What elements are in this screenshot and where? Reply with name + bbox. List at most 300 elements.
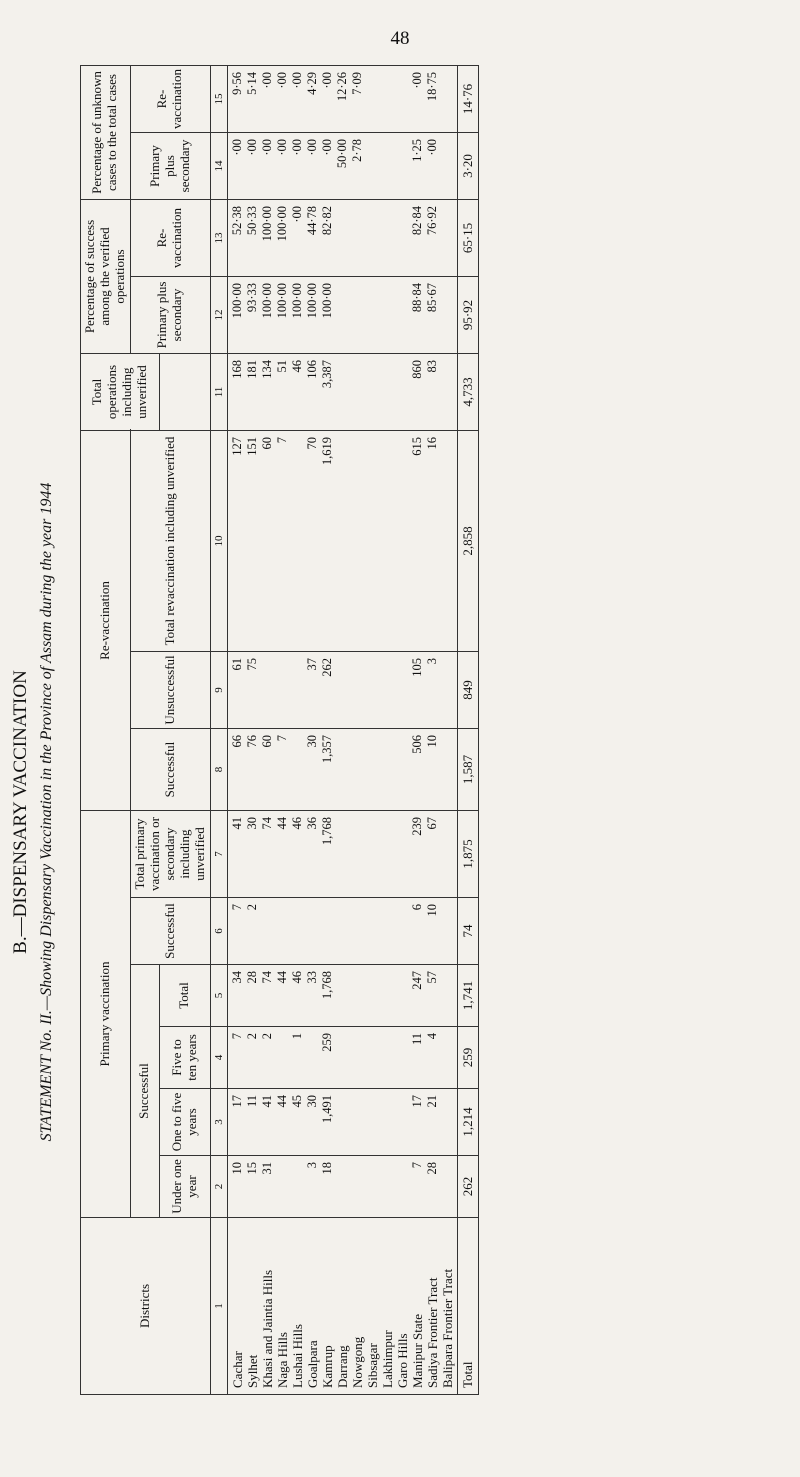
table-cell: 30	[244, 817, 259, 830]
table-cell: 75	[244, 658, 259, 671]
table-cell: ·00	[289, 72, 304, 89]
table-cell: 1,357	[319, 735, 334, 764]
statement-subtitle: STATEMENT No. II.—Showing Dispensary Vaccination in the Province of Assam during the year 1944	[38, 482, 55, 1142]
table-cell: 15	[244, 1162, 259, 1175]
successful-values	[227, 898, 457, 965]
table-cell	[365, 437, 380, 648]
district-name: Manipur State	[409, 1313, 425, 1388]
table-cell: 2	[244, 904, 259, 911]
table-cell: 100·00	[229, 283, 244, 319]
table-cell: ·00	[259, 139, 274, 156]
table-cell: 93·33	[244, 283, 259, 313]
table-cell: 83	[424, 360, 439, 373]
total-values	[227, 965, 457, 1027]
table-cell: 50·00	[334, 139, 349, 169]
table-cell: 17	[409, 1095, 424, 1108]
rv-unsuccessful-values	[227, 652, 457, 729]
table-cell	[380, 139, 395, 196]
table-cell	[335, 971, 350, 1023]
district-name: Kamrup	[319, 1345, 335, 1388]
five-to-ten-values	[227, 1027, 457, 1089]
table-cell	[365, 1162, 380, 1214]
table-cell: 4	[424, 1033, 439, 1040]
table-cell: 4·29	[304, 72, 319, 95]
pct-primary-header: Primary plus secondary	[130, 277, 210, 354]
table-cell	[290, 1162, 305, 1214]
table-cell: 100·00	[274, 283, 289, 319]
col-number: 1	[210, 1218, 227, 1395]
table-cell	[350, 658, 365, 725]
table-cell	[395, 971, 410, 1023]
district-name: Cachar	[229, 1351, 245, 1388]
table-cell	[380, 904, 395, 961]
district-name: Sadiya Frontier Tract	[424, 1277, 440, 1388]
table-cell	[335, 1033, 350, 1085]
table-cell: 3,387	[319, 360, 334, 389]
total-ops-header: Total operations including unverified	[81, 354, 160, 431]
total-cell: 65·15	[457, 200, 478, 277]
total-cell: 1,214	[457, 1089, 478, 1156]
table-cell	[440, 437, 455, 648]
table-cell: 61	[229, 658, 244, 671]
table-cell	[335, 360, 350, 427]
table-cell	[335, 1162, 350, 1214]
table-cell: 100·00	[319, 283, 334, 319]
table-cell	[440, 1095, 455, 1152]
table-cell	[380, 658, 395, 725]
table-cell: 44	[274, 1095, 289, 1108]
table-cell	[290, 658, 305, 725]
pct-primary-values	[227, 277, 457, 354]
under-one-header: Under one year	[159, 1156, 210, 1218]
col-number: 9	[210, 652, 227, 729]
table-cell: 82·84	[409, 206, 424, 236]
table-cell: 1,619	[319, 437, 334, 466]
district-name: Nowgong	[349, 1336, 365, 1388]
table-cell: 6	[409, 904, 424, 911]
total-ops-sub	[159, 354, 210, 431]
col-number: 4	[210, 1027, 227, 1089]
table-cell: 100·00	[259, 206, 274, 242]
unk-revacc-header: Re-vaccination	[130, 66, 210, 133]
table-cell: 46	[289, 360, 304, 373]
table-cell: 66	[229, 735, 244, 748]
one-to-five-header: One to five years	[159, 1089, 210, 1156]
table-cell	[290, 437, 305, 648]
table-cell: 7	[409, 1162, 424, 1169]
table-cell: 74	[259, 971, 274, 984]
table-cell: 37	[304, 658, 319, 671]
table-cell	[440, 817, 455, 894]
table-cell: 44·78	[304, 206, 319, 236]
table-cell	[395, 817, 410, 894]
table-cell: 33	[304, 971, 319, 984]
districts-header: Districts	[81, 1218, 211, 1395]
total-cell: 259	[457, 1027, 478, 1089]
table-cell	[335, 735, 350, 807]
table-cell: 46	[289, 971, 304, 984]
table-cell: 506	[409, 735, 424, 754]
total-cell: 1,741	[457, 965, 478, 1027]
col-number: 11	[210, 354, 227, 431]
table-cell: 1,768	[319, 971, 334, 1000]
table-cell: 46	[289, 817, 304, 830]
pct-revacc-values	[227, 200, 457, 277]
table-cell	[305, 904, 320, 961]
table-cell: 7	[229, 904, 244, 911]
table-cell	[275, 658, 290, 725]
table-cell: 51	[274, 360, 289, 373]
table-cell	[380, 283, 395, 350]
table-cell: 151	[244, 437, 259, 456]
table-cell	[365, 735, 380, 807]
data-block	[227, 66, 457, 1395]
table-cell: 7	[274, 437, 289, 444]
table-cell: 16	[424, 437, 439, 450]
rv-unsuccessful-header: Unsuccessful	[130, 652, 210, 729]
table-cell: 44	[274, 971, 289, 984]
table-cell	[335, 658, 350, 725]
table-cell: 60	[259, 735, 274, 748]
table-cell: ·00	[319, 72, 334, 89]
table-cell: 3	[304, 1162, 319, 1169]
table-cell	[335, 283, 350, 350]
table-cell	[380, 1162, 395, 1214]
table-cell: ·00	[424, 139, 439, 156]
table-cell	[365, 658, 380, 725]
district-name: Sibsagar	[364, 1343, 380, 1388]
table-cell: ·00	[274, 72, 289, 89]
district-name: Naga Hills	[274, 1332, 290, 1388]
table-cell	[350, 904, 365, 961]
col-number: 7	[210, 811, 227, 898]
col-number: 12	[210, 277, 227, 354]
table-cell	[350, 971, 365, 1023]
rotated-content	[10, 65, 800, 1395]
table-cell	[380, 817, 395, 894]
table-cell: 615	[409, 437, 424, 456]
table-cell	[380, 1095, 395, 1152]
table-cell: 1,768	[319, 817, 334, 846]
district-list	[227, 1218, 457, 1395]
column-number-row	[210, 66, 227, 1395]
table-cell	[365, 283, 380, 350]
table-cell: 7·09	[349, 72, 364, 95]
table-cell	[395, 437, 410, 648]
district-name: Garo Hills	[394, 1333, 410, 1388]
total-cell: 849	[457, 652, 478, 729]
table-cell: 18·75	[424, 72, 439, 102]
table-cell	[395, 139, 410, 196]
rotated-page	[10, 65, 800, 1395]
table-cell	[350, 283, 365, 350]
total-cell: 2,858	[457, 431, 478, 652]
table-cell: 57	[424, 971, 439, 984]
table-cell: 105	[409, 658, 424, 677]
pct-revacc-header: Re-vaccination	[130, 200, 210, 277]
table-cell: 50·33	[244, 206, 259, 236]
table-cell: 34	[229, 971, 244, 984]
table-cell: 860	[409, 360, 424, 379]
table-cell: 100·00	[274, 206, 289, 242]
table-cell: 168	[229, 360, 244, 379]
table-cell	[350, 206, 365, 273]
table-cell	[440, 139, 455, 196]
total-cell: 74	[457, 898, 478, 965]
table-cell: 18	[319, 1162, 334, 1175]
district-name: Goalpara	[304, 1340, 320, 1388]
table-cell: 7	[229, 1033, 244, 1040]
table-cell	[395, 1033, 410, 1085]
district-name: Darrang	[334, 1345, 350, 1388]
table-cell: 106	[304, 360, 319, 379]
district-name: Lushai Hills	[289, 1324, 305, 1388]
table-cell	[350, 1033, 365, 1085]
table-cell	[380, 971, 395, 1023]
total-cell: 3·20	[457, 133, 478, 200]
table-cell	[350, 437, 365, 648]
district-name: Khasi and Jaintia Hills	[259, 1269, 275, 1388]
table-cell: 31	[259, 1162, 274, 1175]
total-cell: 1,587	[457, 729, 478, 811]
table-cell: 127	[229, 437, 244, 456]
table-cell	[395, 904, 410, 961]
table-cell: ·00	[304, 139, 319, 156]
table-cell	[365, 360, 380, 427]
table-cell: 21	[424, 1095, 439, 1108]
table-cell	[380, 735, 395, 807]
table-cell: 247	[409, 971, 424, 990]
table-cell: 239	[409, 817, 424, 836]
table-cell	[440, 1033, 455, 1085]
table-cell	[350, 735, 365, 807]
table-cell	[440, 1162, 455, 1214]
table-cell	[395, 360, 410, 427]
rv-successful-header: Successful	[130, 729, 210, 811]
table-cell	[380, 72, 395, 129]
table-cell	[365, 139, 380, 196]
district-name: Balipara Frontier Tract	[439, 1268, 455, 1388]
table-cell	[440, 72, 455, 129]
table-cell: 9·56	[229, 72, 244, 95]
table-cell	[395, 735, 410, 807]
total-cell: 4,733	[457, 354, 478, 431]
table-cell	[395, 283, 410, 350]
table-cell: 28	[244, 971, 259, 984]
table-cell	[440, 735, 455, 807]
table-cell: 10	[424, 904, 439, 917]
table-cell	[440, 658, 455, 725]
district-name: Lakhimpur	[379, 1330, 395, 1388]
table-cell: ·00	[244, 139, 259, 156]
table-cell	[335, 437, 350, 648]
table-cell: 3	[424, 658, 439, 665]
five-to-ten-header: Five to ten years	[159, 1027, 210, 1089]
table-cell: 2	[244, 1033, 259, 1040]
table-cell: 12·26	[334, 72, 349, 102]
totals-row	[457, 66, 478, 1395]
table-cell: ·00	[229, 139, 244, 156]
table-cell: 1	[289, 1033, 304, 1040]
table-cell	[350, 360, 365, 427]
table-cell	[380, 1033, 395, 1085]
table-cell: 28	[424, 1162, 439, 1175]
table-cell: 10	[229, 1162, 244, 1175]
successful-header: Successful	[130, 965, 159, 1218]
table-cell: ·00	[409, 72, 424, 89]
table-cell: ·00	[289, 206, 304, 223]
unk-primary-values	[227, 133, 457, 200]
table-cell: 1,491	[319, 1095, 334, 1124]
total-primary-values	[227, 811, 457, 898]
table-cell: ·00	[289, 139, 304, 156]
table-cell: 41	[259, 1095, 274, 1108]
table-cell	[395, 72, 410, 129]
table-cell	[395, 206, 410, 273]
table-cell: 11	[244, 1095, 259, 1108]
table-cell	[440, 360, 455, 427]
table-cell	[365, 72, 380, 129]
table-cell: 88·84	[409, 283, 424, 313]
col-number: 15	[210, 66, 227, 133]
table-cell: 76·92	[424, 206, 439, 236]
col-number: 10	[210, 431, 227, 652]
table-cell: ·00	[259, 72, 274, 89]
table-cell	[305, 1033, 320, 1085]
col-number: 3	[210, 1089, 227, 1156]
page-number: 48	[390, 28, 410, 49]
table-cell	[365, 971, 380, 1023]
rv-successful-values	[227, 729, 457, 811]
pct-unknown-header: Percentage of unknown cases to the total cases	[81, 66, 131, 200]
table-cell: 11	[409, 1033, 424, 1046]
table-cell: ·00	[319, 139, 334, 156]
table-cell: 5·14	[244, 72, 259, 95]
table-cell	[440, 971, 455, 1023]
table-cell	[440, 283, 455, 350]
under-one-values	[227, 1156, 457, 1218]
table-cell	[440, 206, 455, 273]
table-cell	[395, 658, 410, 725]
total-header: Total	[159, 965, 210, 1027]
table-cell	[320, 904, 335, 961]
table-cell: 70	[304, 437, 319, 450]
table-cell: 44	[274, 817, 289, 830]
table-cell	[440, 904, 455, 961]
table-cell: 74	[259, 817, 274, 830]
table-cell	[260, 658, 275, 725]
table-cell: 1·25	[409, 139, 424, 162]
pct-success-header: Percentage of success among the verified operations	[81, 200, 131, 354]
rv-total-values	[227, 431, 457, 652]
table-cell	[350, 1162, 365, 1214]
table-cell: 85·67	[424, 283, 439, 313]
table-cell	[350, 1095, 365, 1152]
successful-total-header: Successful	[130, 898, 210, 965]
rv-total-header: Total revaccination including unverified	[130, 431, 210, 652]
table-cell: 100·00	[259, 283, 274, 319]
table-cell	[380, 206, 395, 273]
col-number: 13	[210, 200, 227, 277]
col-number: 6	[210, 898, 227, 965]
primary-header: Primary vaccination	[81, 811, 131, 1218]
table-cell	[380, 437, 395, 648]
table-cell: 7	[274, 735, 289, 742]
total-label: Total	[457, 1218, 478, 1395]
table-cell: 17	[229, 1095, 244, 1108]
table-cell	[380, 360, 395, 427]
total-ops-values	[227, 354, 457, 431]
col-number: 8	[210, 729, 227, 811]
table-cell	[335, 817, 350, 894]
table-cell: 2·78	[349, 139, 364, 162]
table-cell: 67	[424, 817, 439, 830]
total-cell: 1,875	[457, 811, 478, 898]
table-cell: 30	[304, 735, 319, 748]
table-cell	[395, 1162, 410, 1214]
table-cell	[290, 904, 305, 961]
table-cell	[365, 904, 380, 961]
table-cell: 134	[259, 360, 274, 379]
table-cell	[365, 817, 380, 894]
col-number: 2	[210, 1156, 227, 1218]
one-to-five-values	[227, 1089, 457, 1156]
unk-primary-header: Primary plus secondary	[130, 133, 210, 200]
table-cell: ·00	[274, 139, 289, 156]
total-cell: 95·92	[457, 277, 478, 354]
table-cell	[260, 904, 275, 961]
table-cell: 262	[319, 658, 334, 677]
revacc-header: Re-vaccination	[81, 431, 131, 811]
table-cell	[290, 735, 305, 807]
table-cell	[275, 904, 290, 961]
total-cell: 14·76	[457, 66, 478, 133]
table-cell	[335, 904, 350, 961]
table-cell: 45	[289, 1095, 304, 1108]
table-cell	[275, 1033, 290, 1085]
table-cell	[365, 206, 380, 273]
table-cell: 36	[304, 817, 319, 830]
table-cell	[335, 206, 350, 273]
table-cell: 52·38	[229, 206, 244, 236]
table-cell	[275, 1162, 290, 1214]
unk-revacc-values	[227, 66, 457, 133]
table-cell	[365, 1095, 380, 1152]
table-cell: 41	[229, 817, 244, 830]
table-cell: 100·00	[304, 283, 319, 319]
table-cell	[365, 1033, 380, 1085]
table-cell: 100·00	[289, 283, 304, 319]
table-cell: 30	[304, 1095, 319, 1108]
statement-title: B.—DISPENSARY VACCINATION	[10, 670, 31, 954]
table-cell: 10	[424, 735, 439, 748]
total-cell: 262	[457, 1156, 478, 1218]
table-cell	[395, 1095, 410, 1152]
table-cell: 2	[259, 1033, 274, 1040]
vaccination-table	[80, 65, 479, 1395]
table-cell	[350, 817, 365, 894]
col-number: 14	[210, 133, 227, 200]
district-name: Sylhet	[244, 1354, 260, 1388]
table-cell: 76	[244, 735, 259, 748]
table-cell: 82·82	[319, 206, 334, 236]
table-cell: 60	[259, 437, 274, 450]
col-number: 5	[210, 965, 227, 1027]
table-cell	[335, 1095, 350, 1152]
table-cell: 259	[319, 1033, 334, 1052]
total-primary-header: Total primary vaccination or secondary including unverified	[130, 811, 210, 898]
table-cell: 181	[244, 360, 259, 379]
